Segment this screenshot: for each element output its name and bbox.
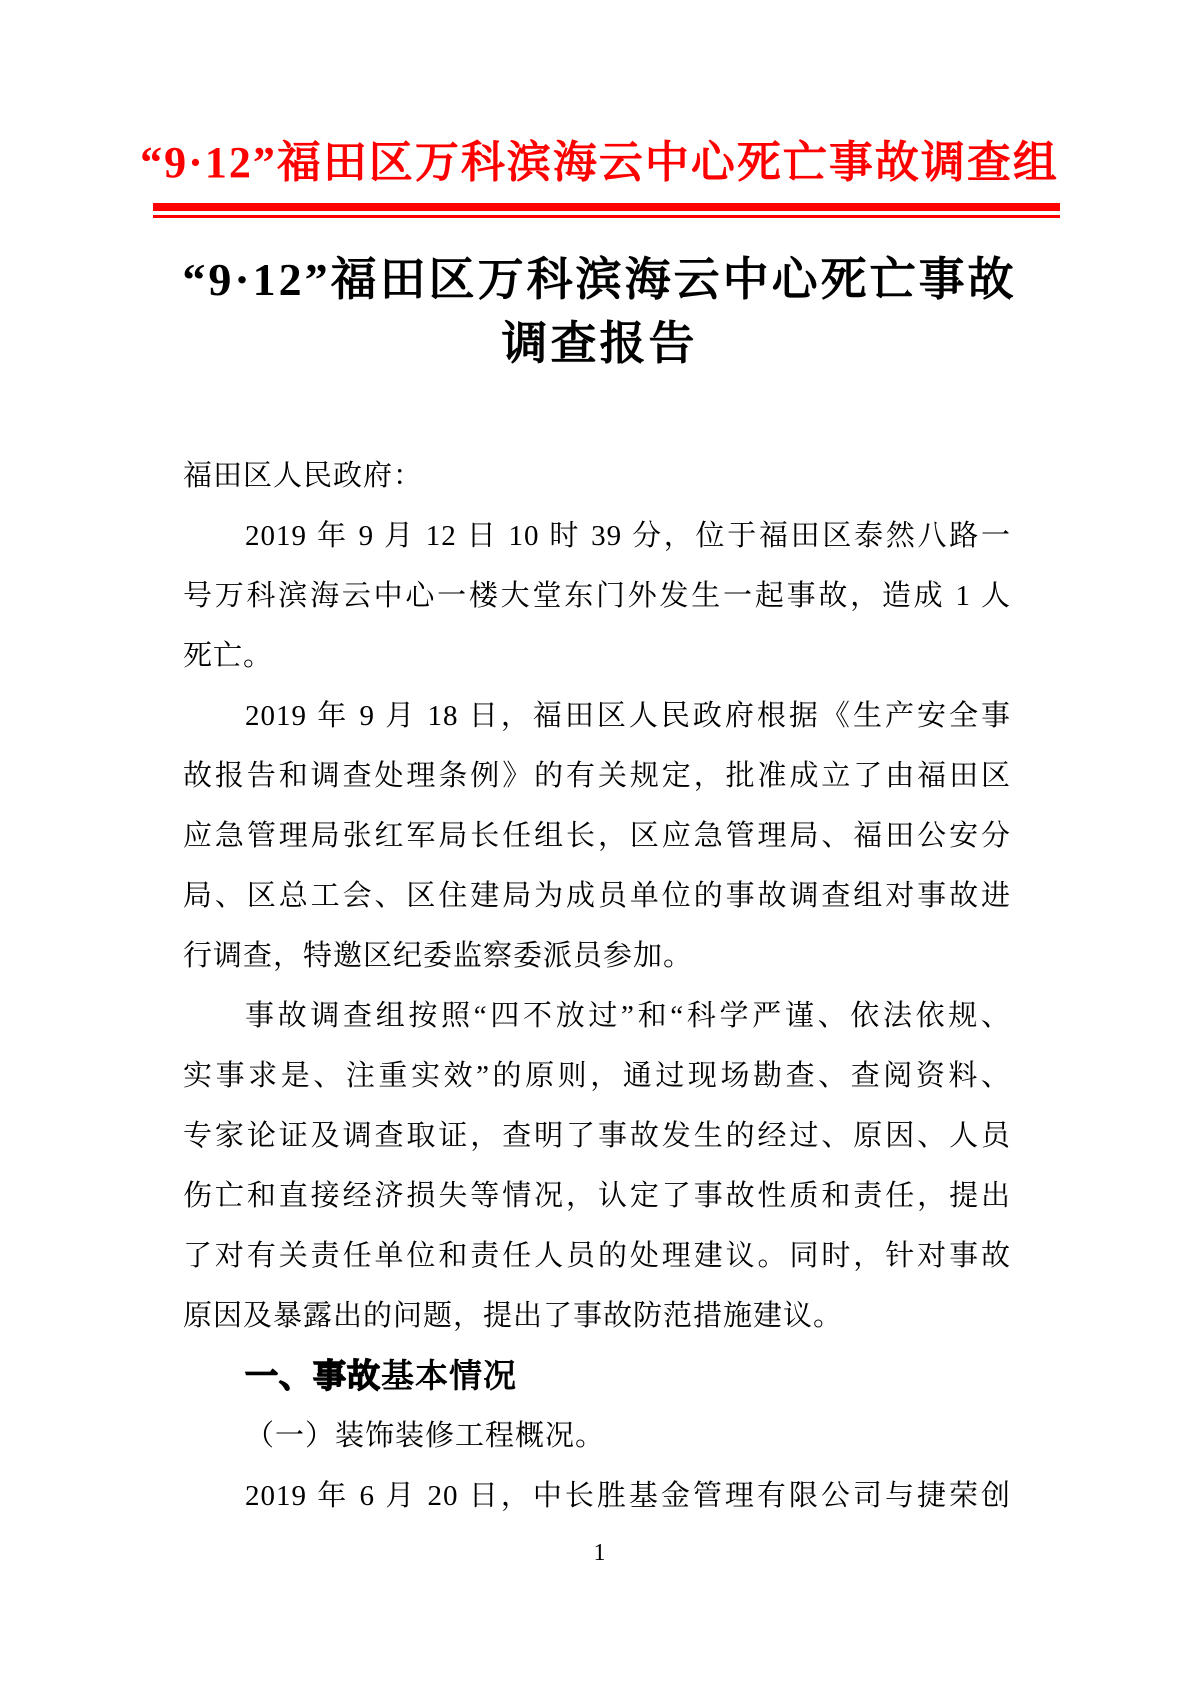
body-line: 2019 年 9 月 18 日，福田区人民政府根据《生产安全事 (245, 700, 1011, 732)
report-body (183, 446, 1011, 1526)
body-line: 应急管理局张红军局长任组长，区应急管理局、福田公安分 (183, 820, 1011, 852)
body-line: 事故调查组按照“四不放过”和“科学严谨、依法依规、 (245, 1000, 1011, 1032)
report-title (0, 248, 1199, 376)
subsection-heading: （一）装饰装修工程概况。 (245, 1420, 606, 1452)
report-title-line1: “9·12”福田区万科滨海云中心死亡事故 (182, 254, 1017, 305)
body-line: 2019 年 9 月 12 日 10 时 39 分，位于福田区泰然八路一 (245, 520, 1011, 552)
body-line: 实事求是、注重实效”的原则，通过现场勘查、查阅资料、 (183, 1060, 1011, 1092)
divider-thick-line (153, 203, 1060, 211)
section-heading-number: 一、事故 (245, 1357, 381, 1394)
body-line: 伤亡和直接经济损失等情况，认定了事故性质和责任，提出 (183, 1180, 1011, 1212)
body-line: 行调查，特邀区纪委监察委派员参加。 (183, 940, 694, 972)
section-heading-text: 基本情况 (381, 1357, 517, 1394)
divider-thin-line (153, 215, 1060, 218)
body-line: 了对有关责任单位和责任人员的处理建议。同时，针对事故 (183, 1240, 1011, 1272)
section-heading (183, 1346, 1011, 1406)
header-divider (153, 203, 1060, 218)
report-title-line2: 调查报告 (501, 318, 698, 369)
body-line: 号万科滨海云中心一楼大堂东门外发生一起事故，造成 1 人 (183, 580, 1011, 612)
red-banner-title: “9·12”福田区万科滨海云中心死亡事故调查组 (140, 138, 1059, 187)
body-line: 故报告和调查处理条例》的有关规定，批准成立了由福田区 (183, 760, 1011, 792)
page-number: 1 (593, 1540, 606, 1566)
body-line: 局、区总工会、区住建局为成员单位的事故调查组对事故进 (183, 880, 1011, 912)
salutation-line: 福田区人民政府： (183, 460, 424, 492)
body-line: 专家论证及调查取证，查明了事故发生的经过、原因、人员 (183, 1120, 1011, 1152)
body-line: 2019 年 6 月 20 日，中长胜基金管理有限公司与捷荣创 (245, 1480, 1011, 1512)
body-line: 原因及暴露出的问题，提出了事故防范措施建议。 (183, 1300, 844, 1332)
body-line: 死亡。 (183, 640, 274, 672)
